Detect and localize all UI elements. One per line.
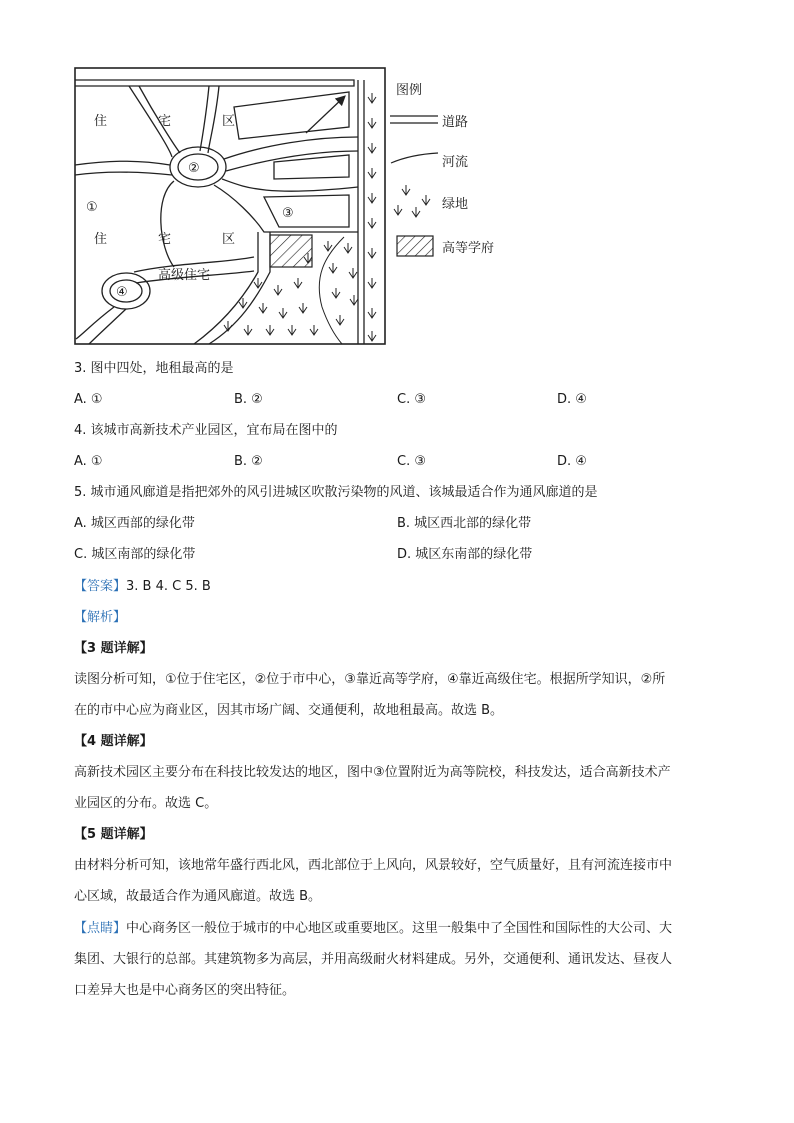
map-label-zhu2: 住	[94, 232, 108, 247]
legend-university-symbol	[396, 235, 436, 259]
tip-line2: 集团、大银行的总部。其建筑物多为高层，并用高级耐火材料建成。另外，交通便利、通讯发达、昼夜人	[74, 952, 673, 967]
legend-green-label: 绿地	[442, 197, 469, 212]
map-label-qu2: 区	[222, 232, 236, 247]
answer-tag: 【答案】	[74, 579, 127, 594]
q5-option-a: A. 城区西部的绿化带	[74, 516, 195, 531]
detail4-line1: 高新技术园区主要分布在科技比较发达的地区，图中③位置附近为高等院校，科技发达，适合高新技术产	[74, 765, 671, 780]
q4-option-a: A. ①	[74, 454, 103, 469]
question-4-stem: 4. 该城市高新技术产业园区，宜布局在图中的	[74, 423, 338, 438]
answer-text: 3. B 4. C 5. B	[126, 579, 211, 594]
city-map-figure	[74, 67, 386, 345]
q4-option-b: B. ②	[234, 454, 263, 469]
answer-line	[74, 578, 211, 596]
map-label-n2: ②	[188, 161, 200, 176]
detail3-title: 【3 题详解】	[74, 641, 153, 656]
legend-green-symbol	[392, 185, 442, 221]
map-label-qu1: 区	[222, 114, 236, 129]
map-label-n4: ④	[116, 285, 128, 300]
detail5-line2: 心区域，故最适合作为通风廊道。故选 B。	[74, 889, 322, 904]
legend-title: 图例	[396, 83, 423, 98]
map-label-gaoji: 高级住宅	[158, 268, 211, 283]
detail3-line1: 读图分析可知，①位于住宅区，②位于市中心，③靠近高等学府，④靠近高级住宅。根据所学知识，②所	[74, 672, 666, 687]
tip-line3: 口差异大也是中心商务区的突出特征。	[74, 983, 296, 998]
legend-road-symbol	[390, 113, 440, 127]
analysis-tag: 【解析】	[74, 610, 127, 625]
map-label-zhai2: 宅	[158, 232, 172, 247]
q5-option-c: C. 城区南部的绿化带	[74, 547, 196, 562]
q4-option-c: C. ③	[397, 454, 426, 469]
q5-option-d: D. 城区东南部的绿化带	[397, 547, 533, 562]
map-label-zhai1: 宅	[158, 114, 172, 129]
question-3-stem: 3. 图中四处，地租最高的是	[74, 361, 234, 376]
tip-text1: 中心商务区一般位于城市的中心地区或重要地区。这里一般集中了全国性和国际性的大公司、大	[126, 921, 673, 936]
question-5-stem: 5. 城市通风廊道是指把郊外的风引进城区吹散污染物的风道、该城最适合作为通风廊道的是	[74, 485, 598, 500]
map-frame	[75, 68, 385, 344]
university-block	[270, 235, 312, 267]
detail4-line2: 业园区的分布。故选 C。	[74, 796, 218, 811]
detail3-line2: 在的市中心应为商业区，因其市场广阔、交通便利，故地租最高。故选 B。	[74, 703, 504, 718]
legend-road-label: 道路	[442, 115, 469, 130]
detail5-line1: 由材料分析可知，该地常年盛行西北风，西北部位于上风向，风景较好，空气质量好，且有河流连接市中	[74, 858, 673, 873]
q4-option-d: D. ④	[557, 454, 587, 469]
q3-option-b: B. ②	[234, 392, 263, 407]
q3-option-a: A. ①	[74, 392, 103, 407]
map-legend	[386, 75, 536, 265]
tip-line1	[74, 920, 672, 938]
legend-university-label: 高等学府	[442, 241, 495, 256]
map-label-n3: ③	[282, 206, 294, 221]
tip-tag: 【点睛】	[74, 921, 127, 936]
detail5-title: 【5 题详解】	[74, 827, 153, 842]
map-label-zhu1: 住	[94, 114, 108, 129]
legend-river-label: 河流	[442, 155, 469, 170]
q3-option-c: C. ③	[397, 392, 426, 407]
detail4-title: 【4 题详解】	[74, 734, 153, 749]
legend-river-symbol	[390, 151, 440, 165]
q5-option-b: B. 城区西北部的绿化带	[397, 516, 532, 531]
map-label-n1: ①	[86, 200, 98, 215]
q3-option-d: D. ④	[557, 392, 587, 407]
